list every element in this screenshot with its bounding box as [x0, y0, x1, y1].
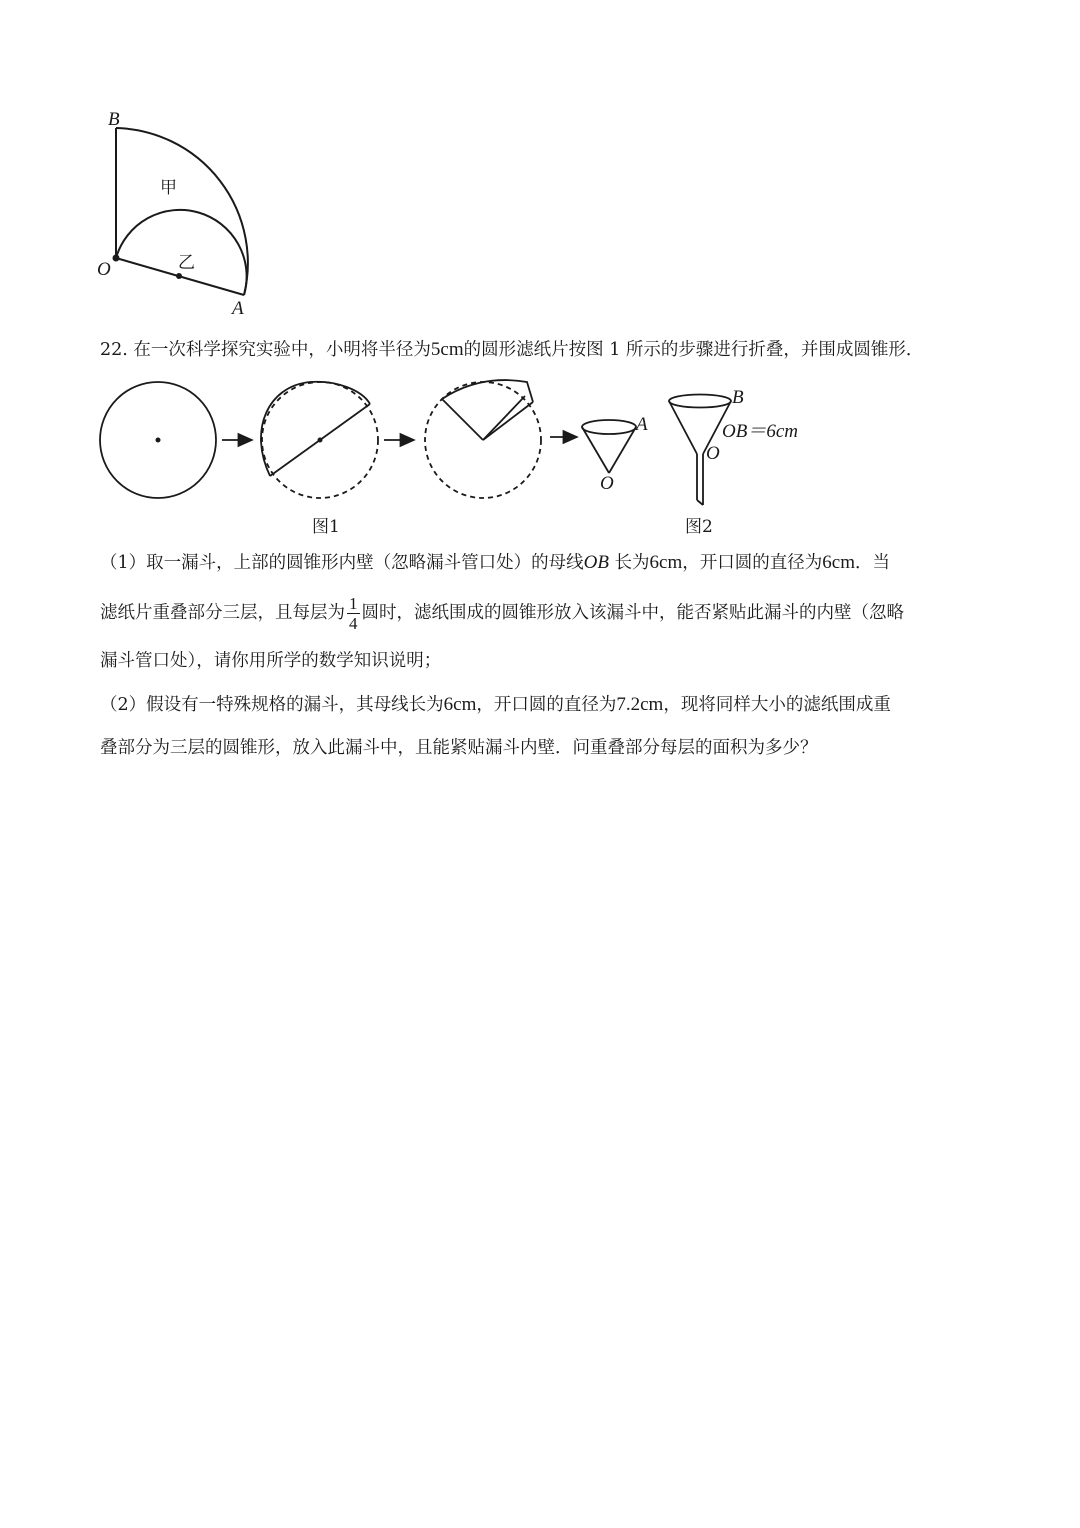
- fig1-label-A: A: [636, 414, 648, 435]
- part1-line3: [100, 648, 441, 674]
- step3-edge-left: [442, 399, 483, 440]
- intro-rest: 的圆形滤纸片按图 1 所示的步骤进行折叠，并围成圆锥形．: [463, 340, 924, 360]
- funnel-side-left: [669, 401, 697, 454]
- label-B: B: [108, 109, 120, 130]
- intro-text: 在一次科学探究实验中，小明将半径为: [133, 340, 431, 360]
- part1-text-b1: 滤纸片重叠部分三层，且每层为: [100, 603, 345, 623]
- part2-text-a3: ，开口圆的直径为: [476, 695, 617, 715]
- step3-edge-right-2: [483, 402, 533, 440]
- part1-text-c1: 漏斗管口处），请你用所学的数学知识说明；: [100, 651, 442, 671]
- part1-text-a5: ，开口圆的直径为: [682, 553, 823, 573]
- fig1-caption: 图1: [312, 517, 340, 537]
- fraction-one-quarter: [347, 594, 360, 633]
- step3-edge-right-1: [483, 396, 525, 440]
- part1-text-a3: 长为: [614, 553, 650, 573]
- part1-OB: OB: [583, 552, 609, 573]
- label-yi: 乙: [178, 253, 195, 273]
- label-A: A: [232, 298, 244, 319]
- fig2-label-B: B: [732, 387, 744, 408]
- part2-text-a1: （2）假设有一特殊规格的漏斗，其母线长为: [100, 695, 444, 715]
- question-number: 22.: [100, 340, 128, 360]
- label-O: O: [97, 259, 111, 280]
- part1-diameter: 6cm: [822, 552, 855, 573]
- part2-diameter: 7.2cm: [616, 694, 664, 715]
- step3-arc: [442, 380, 533, 402]
- step2-center-dot: [318, 438, 323, 443]
- part1-text-a7: ．当: [854, 553, 890, 573]
- fig2-label-O: O: [706, 443, 720, 464]
- part2-line2: [100, 735, 818, 761]
- part2-text-a5: ，现将同样大小的滤纸围成重: [663, 695, 891, 715]
- part2-line1: [100, 692, 891, 718]
- fraction-numerator: 1: [349, 594, 358, 613]
- step1-center-dot: [156, 438, 161, 443]
- part2-text-b1: 叠部分为三层的圆锥形，放入此漏斗中，且能紧贴漏斗内壁．问重叠部分每层的面积为多少？: [100, 738, 818, 758]
- part1-text-b2: 圆时，滤纸围成的圆锥形放入该漏斗中，能否紧贴此漏斗的内壁（忽略: [361, 603, 904, 623]
- fig2-caption: 图2: [685, 517, 713, 537]
- part1-length: 6cm: [649, 552, 683, 573]
- label-jia: 甲: [160, 178, 177, 198]
- folding-figures: [0, 0, 1080, 540]
- part2-length: 6cm: [443, 694, 477, 715]
- radius-value: 5cm: [430, 339, 464, 360]
- cone-top-ellipse: [582, 420, 636, 434]
- step2-half-arc: [261, 382, 370, 476]
- fig1-label-O: O: [600, 473, 614, 494]
- part1-text-a1: （1）取一漏斗，上部的圆锥形内壁（忽略漏斗管口处）的母线: [100, 553, 584, 573]
- fraction-denominator: 4: [349, 614, 358, 633]
- funnel-top-ellipse: [669, 395, 731, 408]
- part1-line1: [100, 550, 890, 576]
- part1-line2: [100, 594, 904, 633]
- fig2-equation: OB＝6cm: [722, 421, 798, 442]
